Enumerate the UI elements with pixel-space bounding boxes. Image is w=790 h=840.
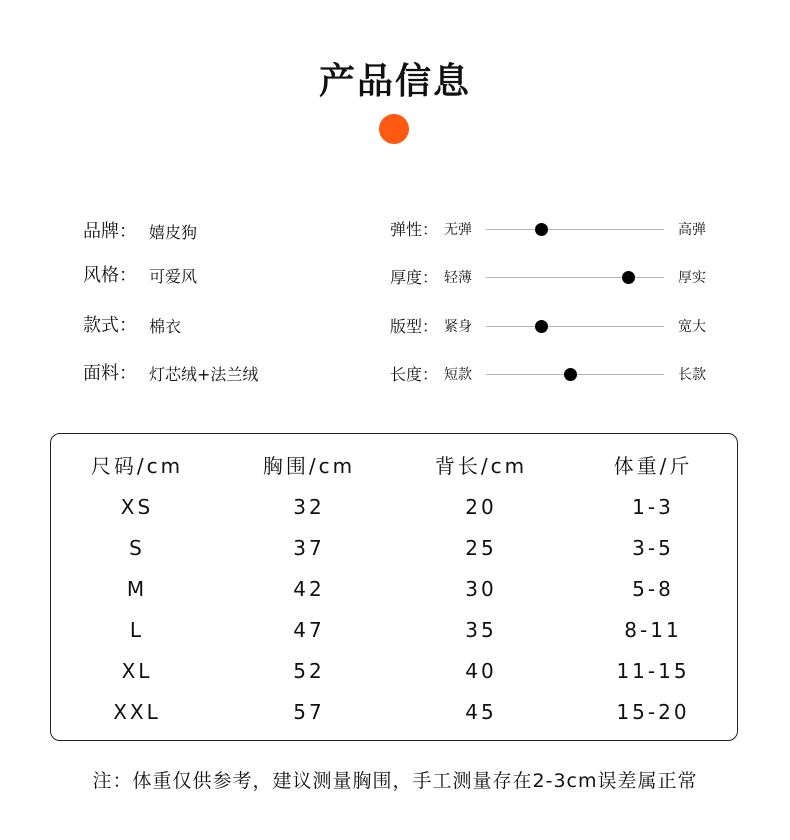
size-cell: 1-3 xyxy=(632,495,674,519)
size-cell: 47 xyxy=(293,618,325,642)
attribute-track xyxy=(486,374,664,375)
size-cell: 8-11 xyxy=(624,618,682,642)
attribute-label: 弹性： xyxy=(390,220,439,239)
info-label: 面料： xyxy=(83,363,137,384)
size-header-back: 背长/cm xyxy=(434,454,528,478)
attribute-min-label: 紧身 xyxy=(444,319,472,335)
info-value: 可爱风 xyxy=(149,267,198,286)
size-cell: 3-5 xyxy=(632,536,674,560)
size-header-size: 尺码/cm xyxy=(90,454,184,478)
size-cell: 52 xyxy=(293,659,325,683)
size-cell: L xyxy=(129,618,145,642)
attribute-elasticity xyxy=(390,218,720,242)
info-row-fabric xyxy=(83,362,343,386)
size-cell: 45 xyxy=(465,700,497,724)
attribute-max-label: 厚实 xyxy=(678,270,706,286)
size-cell: 42 xyxy=(293,577,325,601)
info-label: 风格： xyxy=(83,265,137,286)
size-header-chest: 胸围/cm xyxy=(262,454,356,478)
size-header-weight: 体重/斤 xyxy=(613,454,693,478)
attribute-min-label: 短款 xyxy=(444,367,472,383)
attribute-label: 长度： xyxy=(390,365,439,384)
attribute-track xyxy=(486,277,664,278)
size-cell: 35 xyxy=(465,618,497,642)
size-cell: S xyxy=(129,536,145,560)
size-cell: 25 xyxy=(465,536,497,560)
info-value: 棉衣 xyxy=(149,317,182,336)
size-table xyxy=(50,433,738,741)
size-cell: 20 xyxy=(465,495,497,519)
footnote: 注：体重仅供参考，建议测量胸围，手工测量存在2-3cm误差属正常 xyxy=(92,770,698,792)
attribute-length xyxy=(390,363,720,387)
info-value: 嬉皮狗 xyxy=(149,223,198,242)
attribute-thickness xyxy=(390,266,720,290)
attribute-knob xyxy=(535,223,548,236)
size-cell: 40 xyxy=(465,659,497,683)
info-label: 品牌： xyxy=(83,221,137,242)
attribute-fit xyxy=(390,315,720,339)
attribute-track xyxy=(486,326,664,327)
attribute-max-label: 高弹 xyxy=(678,222,706,238)
attribute-knob xyxy=(564,368,577,381)
accent-dot xyxy=(379,114,409,144)
attribute-max-label: 宽大 xyxy=(678,319,706,335)
size-cell: XL xyxy=(121,659,153,683)
attribute-knob xyxy=(535,320,548,333)
attribute-knob xyxy=(622,271,635,284)
size-cell: 5-8 xyxy=(632,577,674,601)
size-cell: 11-15 xyxy=(616,659,690,683)
attribute-label: 厚度： xyxy=(390,268,439,287)
info-row-style xyxy=(83,264,343,288)
attribute-min-label: 轻薄 xyxy=(444,270,472,286)
size-cell: 30 xyxy=(465,577,497,601)
info-row-type xyxy=(83,314,343,338)
size-cell: XXL xyxy=(113,700,161,724)
info-value: 灯芯绒+法兰绒 xyxy=(149,365,259,384)
size-cell: XS xyxy=(120,495,154,519)
size-cell: 57 xyxy=(293,700,325,724)
size-cell: 37 xyxy=(293,536,325,560)
info-row-brand xyxy=(83,220,343,244)
attribute-track xyxy=(486,229,664,230)
size-cell: 15-20 xyxy=(616,700,690,724)
size-cell: 32 xyxy=(293,495,325,519)
attribute-min-label: 无弹 xyxy=(444,222,472,238)
info-label: 款式： xyxy=(83,315,137,336)
attribute-label: 版型： xyxy=(390,317,439,336)
page-title: 产品信息 xyxy=(318,61,471,102)
size-cell: M xyxy=(126,577,148,601)
attribute-max-label: 长款 xyxy=(678,367,706,383)
